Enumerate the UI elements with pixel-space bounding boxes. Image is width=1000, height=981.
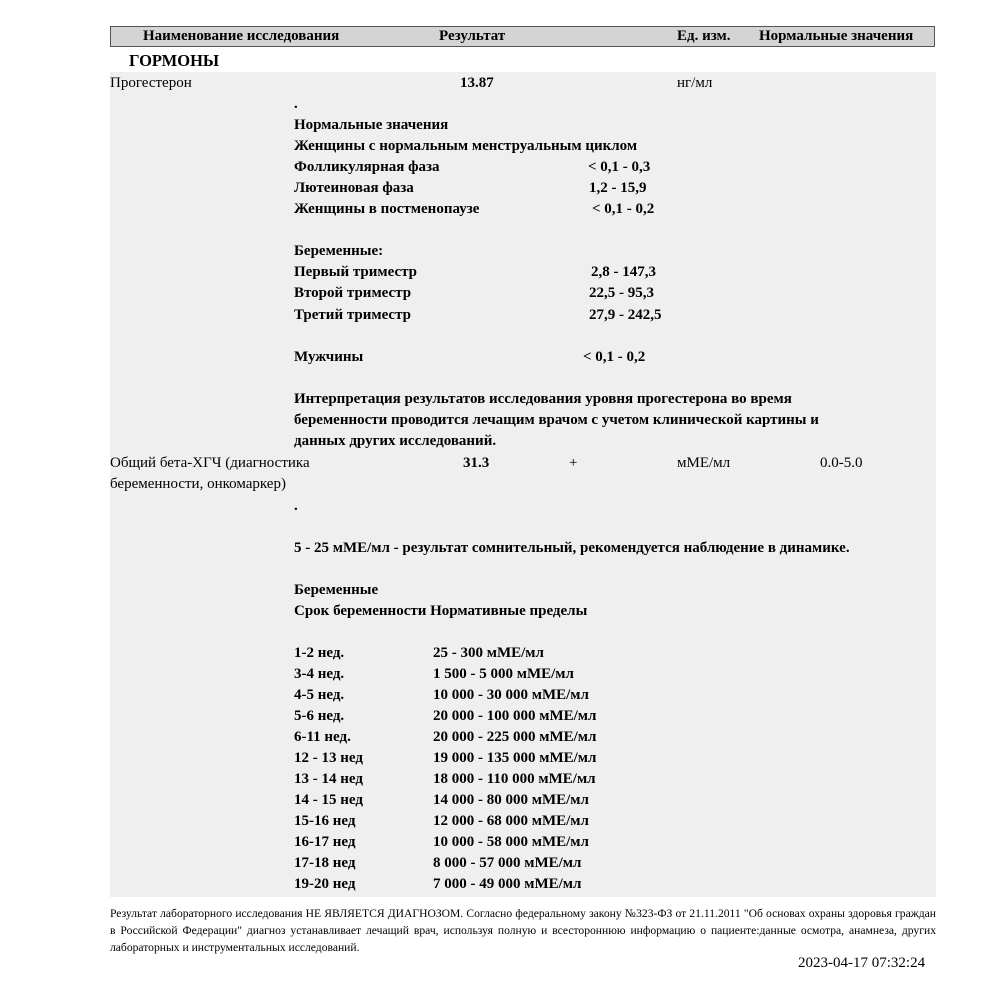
week-range: 20 000 - 100 000 мМЕ/мл: [433, 708, 597, 724]
progesterone-value: 13.87: [460, 75, 494, 91]
week-term: 13 - 14 нед: [294, 771, 363, 787]
list-item-value: < 0,1 - 0,2: [583, 349, 646, 365]
week-range: 7 000 - 49 000 мМЕ/мл: [433, 876, 582, 892]
hcg-value: 31.3: [463, 455, 490, 471]
header-norm: Нормальные значения: [759, 28, 914, 44]
header-result: Результат: [439, 28, 506, 44]
week-term: 4-5 нед.: [294, 687, 345, 703]
week-range: 20 000 - 225 000 мМЕ/мл: [433, 729, 597, 745]
week-term: 15-16 нед: [294, 813, 356, 829]
hcg-doubtful: 5 - 25 мМЕ/мл - результат сомнительный, рекомендуется наблюдение в динамике.: [294, 540, 850, 556]
week-term: 5-6 нед.: [294, 708, 345, 724]
section-title: ГОРМОНЫ: [129, 51, 220, 70]
table-header: [110, 26, 935, 47]
list-item: Лютеиновая фаза: [294, 180, 414, 196]
week-term: 3-4 нед.: [294, 666, 345, 682]
progesterone-women-cycle: Женщины с нормальным менструальным циклом: [294, 138, 638, 154]
hcg-name-line1: Общий бета-ХГЧ (диагностика: [110, 455, 310, 471]
interpretation-line: Интерпретация результатов исследования уровня прогестерона во время: [294, 391, 792, 407]
header-unit: Ед. изм.: [677, 28, 731, 44]
hcg-unit: мМЕ/мл: [677, 455, 731, 471]
week-term: 14 - 15 нед: [294, 792, 363, 808]
week-range: 18 000 - 110 000 мМЕ/мл: [433, 771, 596, 787]
week-range: 8 000 - 57 000 мМЕ/мл: [433, 855, 582, 871]
hcg-pregnant-title: Беременные: [294, 582, 379, 598]
list-item: Третий триместр: [294, 307, 411, 323]
progesterone-dot: .: [294, 96, 298, 112]
interpretation-line: беременности проводится лечащим врачом с учетом клинической картины и: [294, 412, 819, 428]
progesterone-pregnant-title: Беременные:: [294, 243, 384, 259]
week-range: 10 000 - 58 000 мМЕ/мл: [433, 834, 589, 850]
week-term: 1-2 нед.: [294, 645, 345, 661]
list-item: Женщины в постменопаузе: [294, 201, 480, 217]
week-term: 6-11 нед.: [294, 729, 351, 745]
list-item-value: 2,8 - 147,3: [591, 264, 656, 280]
week-range: 1 500 - 5 000 мМЕ/мл: [433, 666, 574, 682]
progesterone-unit: нг/мл: [677, 75, 713, 91]
interpretation-line: данных других исследований.: [294, 433, 497, 449]
list-item-value: < 0,1 - 0,3: [588, 159, 651, 175]
hcg-flag: +: [569, 455, 578, 471]
week-range: 10 000 - 30 000 мМЕ/мл: [433, 687, 589, 703]
week-term: 17-18 нед: [294, 855, 356, 871]
hcg-name-line2: беременности, онкомаркер): [110, 476, 286, 492]
week-term: 12 - 13 нед: [294, 750, 363, 766]
list-item-value: < 0,1 - 0,2: [592, 201, 655, 217]
progesterone-name: Прогестерон: [110, 75, 192, 91]
week-range: 25 - 300 мМЕ/мл: [433, 645, 544, 661]
footer-disclaimer: Результат лабораторного исследования НЕ ЯВЛЯЕТСЯ ДИАГНОЗОМ. Согласно федеральному закону №323-ФЗ от 21.11.2011 "Об основах охраны здоровья граждан в Российской Федерации" диагноз устанавливает лечащий врач, используя полную и всестороннюю информацию о пациенте:данные осмотра, анамнеза, других лабораторных и инструментальных исследований.: [110, 907, 936, 954]
hcg-norm: 0.0-5.0: [820, 455, 863, 471]
list-item-value: 22,5 - 95,3: [589, 285, 654, 301]
week-term: 16-17 нед: [294, 834, 356, 850]
header-name: Наименование исследования: [143, 28, 340, 44]
hcg-table-head: Срок беременности Нормативные пределы: [294, 603, 588, 619]
week-term: 19-20 нед: [294, 876, 356, 892]
hcg-dot: .: [294, 498, 298, 514]
progesterone-norm-title: Нормальные значения: [294, 117, 449, 133]
list-item-value: 27,9 - 242,5: [589, 307, 662, 323]
timestamp: 2023-04-17 07:32:24: [798, 955, 926, 971]
week-range: 19 000 - 135 000 мМЕ/мл: [433, 750, 597, 766]
list-item-value: 1,2 - 15,9: [589, 180, 647, 196]
list-item: Второй триместр: [294, 285, 412, 301]
list-item: Мужчины: [294, 349, 364, 365]
list-item: Фолликулярная фаза: [294, 159, 440, 175]
list-item: Первый триместр: [294, 264, 418, 280]
week-range: 14 000 - 80 000 мМЕ/мл: [433, 792, 589, 808]
week-range: 12 000 - 68 000 мМЕ/мл: [433, 813, 589, 829]
